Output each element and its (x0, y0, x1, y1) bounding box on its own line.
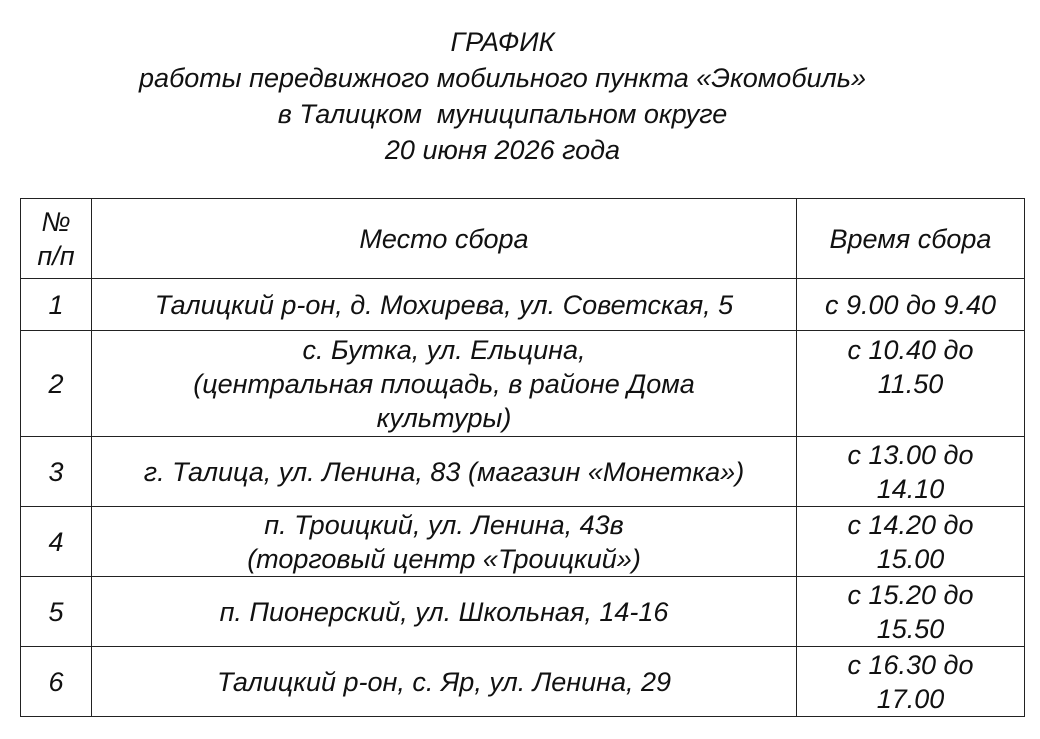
row-time (797, 577, 1025, 647)
place-line: п. Пионерский, ул. Школьная, 14-16 (219, 596, 669, 627)
row-number: 2 (21, 331, 92, 437)
table-row (21, 437, 1025, 507)
row-number: 6 (21, 647, 92, 717)
time-line: с 16.30 до (847, 649, 974, 680)
row-place (92, 331, 797, 437)
row-time (797, 647, 1025, 717)
column-header-time: Время сбора (797, 199, 1025, 279)
table-row (21, 647, 1025, 717)
row-number: 1 (21, 279, 92, 331)
row-number: 3 (21, 437, 92, 507)
table-row (21, 331, 1025, 437)
row-number: 4 (21, 507, 92, 577)
row-time (797, 507, 1025, 577)
row-place (92, 647, 797, 717)
table-row (21, 577, 1025, 647)
place-line: г. Талица, ул. Ленина, 83 (магазин «Монетка») (143, 456, 745, 487)
place-line: п. Троицкий, ул. Ленина, 43в (264, 509, 624, 540)
column-header-number (21, 199, 92, 279)
column-header-number-line-2: п/п (37, 240, 75, 271)
document-header (0, 24, 1005, 168)
document-subtitle-line-2: в Талицком муниципальном округе (277, 99, 728, 129)
place-line: с. Бутка, ул. Ельцина, (302, 334, 586, 365)
place-line: Талицкий р-он, д. Мохирева, ул. Советская, 5 (154, 289, 734, 320)
row-place (92, 279, 797, 331)
place-line: (центральная площадь, в районе Дома (193, 368, 695, 399)
time-line: с 14.20 до (847, 509, 974, 540)
row-place (92, 437, 797, 507)
time-line: 14.10 (876, 473, 945, 504)
time-line: с 10.40 до (847, 335, 974, 365)
row-time (797, 279, 1025, 331)
time-line: 15.00 (876, 543, 945, 574)
row-time (797, 437, 1025, 507)
time-line: с 15.20 до (847, 579, 974, 610)
column-header-place: Место сбора (92, 199, 797, 279)
row-place (92, 577, 797, 647)
table-header-row (21, 199, 1025, 279)
time-line: 17.00 (876, 683, 945, 714)
place-line: культуры) (376, 402, 512, 433)
time-line: с 13.00 до (847, 439, 974, 470)
table-row (21, 279, 1025, 331)
document-date: 20 июня 2026 года (384, 135, 621, 165)
table-row (21, 507, 1025, 577)
time-line: 15.50 (876, 613, 945, 644)
row-time (797, 331, 1025, 437)
row-number: 5 (21, 577, 92, 647)
document-title: ГРАФИК (450, 27, 555, 57)
time-line: с 9.00 до 9.40 (824, 289, 997, 320)
schedule-table (20, 198, 1025, 717)
place-line: (торговый центр «Троицкий») (247, 543, 641, 574)
time-line: 11.50 (877, 369, 944, 399)
document-subtitle-line-1: работы передвижного мобильного пункта «Экомобиль» (139, 63, 866, 93)
place-line: Талицкий р-он, с. Яр, ул. Ленина, 29 (216, 666, 672, 697)
row-place (92, 507, 797, 577)
column-header-number-line-1: № (41, 206, 71, 237)
